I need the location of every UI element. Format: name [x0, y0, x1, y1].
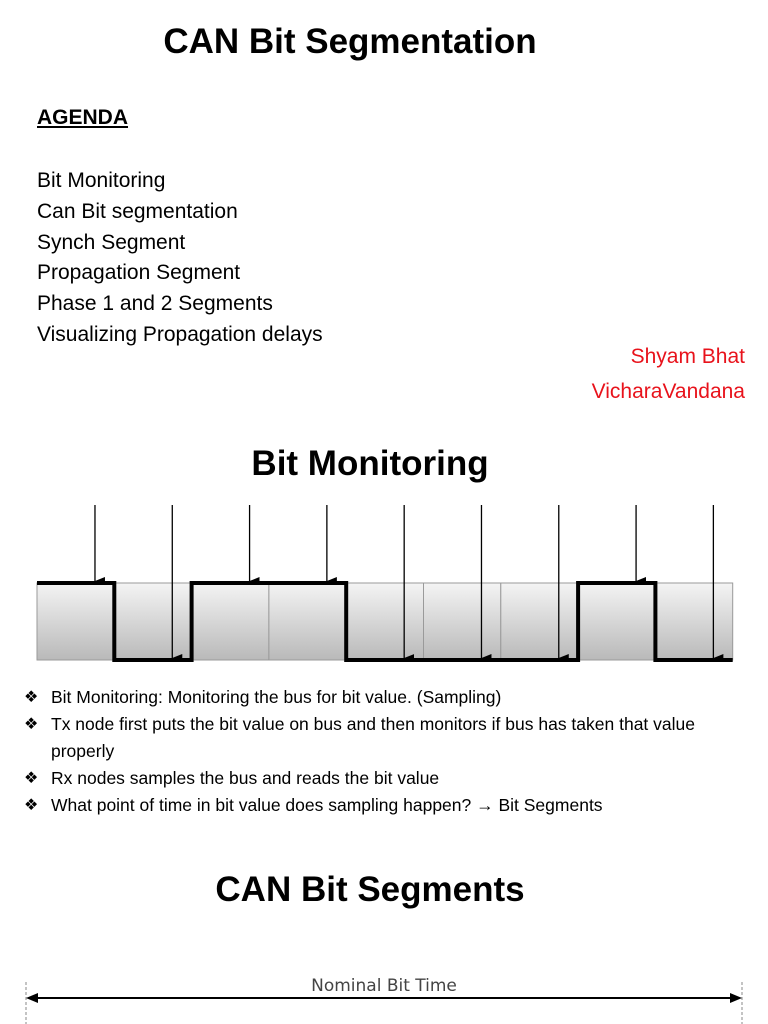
author-name: Shyam Bhat: [630, 345, 745, 368]
bit-cells: [37, 583, 733, 660]
agenda-item: Propagation Segment: [37, 261, 241, 285]
bullet-text: Bit Monitoring: Monitoring the bus for bit value. (Sampling): [51, 687, 502, 707]
agenda-item: Phase 1 and 2 Segments: [37, 292, 273, 316]
bit-cell: [578, 583, 655, 660]
agenda-item: Visualizing Propagation delays: [37, 322, 323, 346]
bit-monitoring-waveform: [0, 495, 768, 670]
diamond-bullet-icon: ❖: [24, 770, 39, 787]
bullet-item: [24, 711, 744, 765]
bit-cell: [501, 583, 578, 660]
bit-monitoring-title: Bit Monitoring: [251, 444, 489, 483]
bit-cell: [114, 583, 191, 660]
agenda-item: Bit Monitoring: [37, 169, 166, 192]
agenda-item: Can Bit segmentation: [37, 199, 238, 223]
nominal-right-arrowhead: [730, 993, 742, 1003]
agenda-item: Synch Segment: [37, 230, 186, 254]
agenda-heading: AGENDA: [37, 106, 129, 129]
bit-cell: [655, 583, 732, 660]
bullet-text: Rx nodes samples the bus and reads the bit value: [51, 768, 440, 788]
bullet-item: [24, 765, 744, 792]
bit-monitoring-bullets: [24, 684, 744, 819]
diamond-bullet-icon: ❖: [24, 689, 39, 706]
bullet-text: What point of time in bit value does sampling happen? → Bit Segments: [51, 795, 603, 815]
bit-cell: [192, 583, 269, 660]
bit-segments-title: CAN Bit Segments: [215, 870, 525, 909]
diamond-bullet-icon: ❖: [24, 716, 39, 733]
bullet-text: Tx node first puts the bit value on bus and then monitors if bus has taken that value properly: [51, 714, 695, 761]
agenda-list: [37, 166, 323, 351]
bullet-item: [24, 684, 744, 711]
diamond-bullet-icon: ❖: [24, 797, 39, 814]
nominal-label: Nominal Bit Time: [311, 976, 457, 996]
bit-cell: [346, 583, 423, 660]
nominal-bit-time-diagram: [0, 960, 768, 1024]
bit-cell: [424, 583, 501, 660]
author-organization: VicharaVandana: [591, 380, 745, 403]
bit-cell: [37, 583, 114, 660]
bullet-item: [24, 792, 744, 819]
nominal-left-arrowhead: [26, 993, 38, 1003]
bit-cell: [269, 583, 346, 660]
page-title: CAN Bit Segmentation: [163, 22, 537, 61]
